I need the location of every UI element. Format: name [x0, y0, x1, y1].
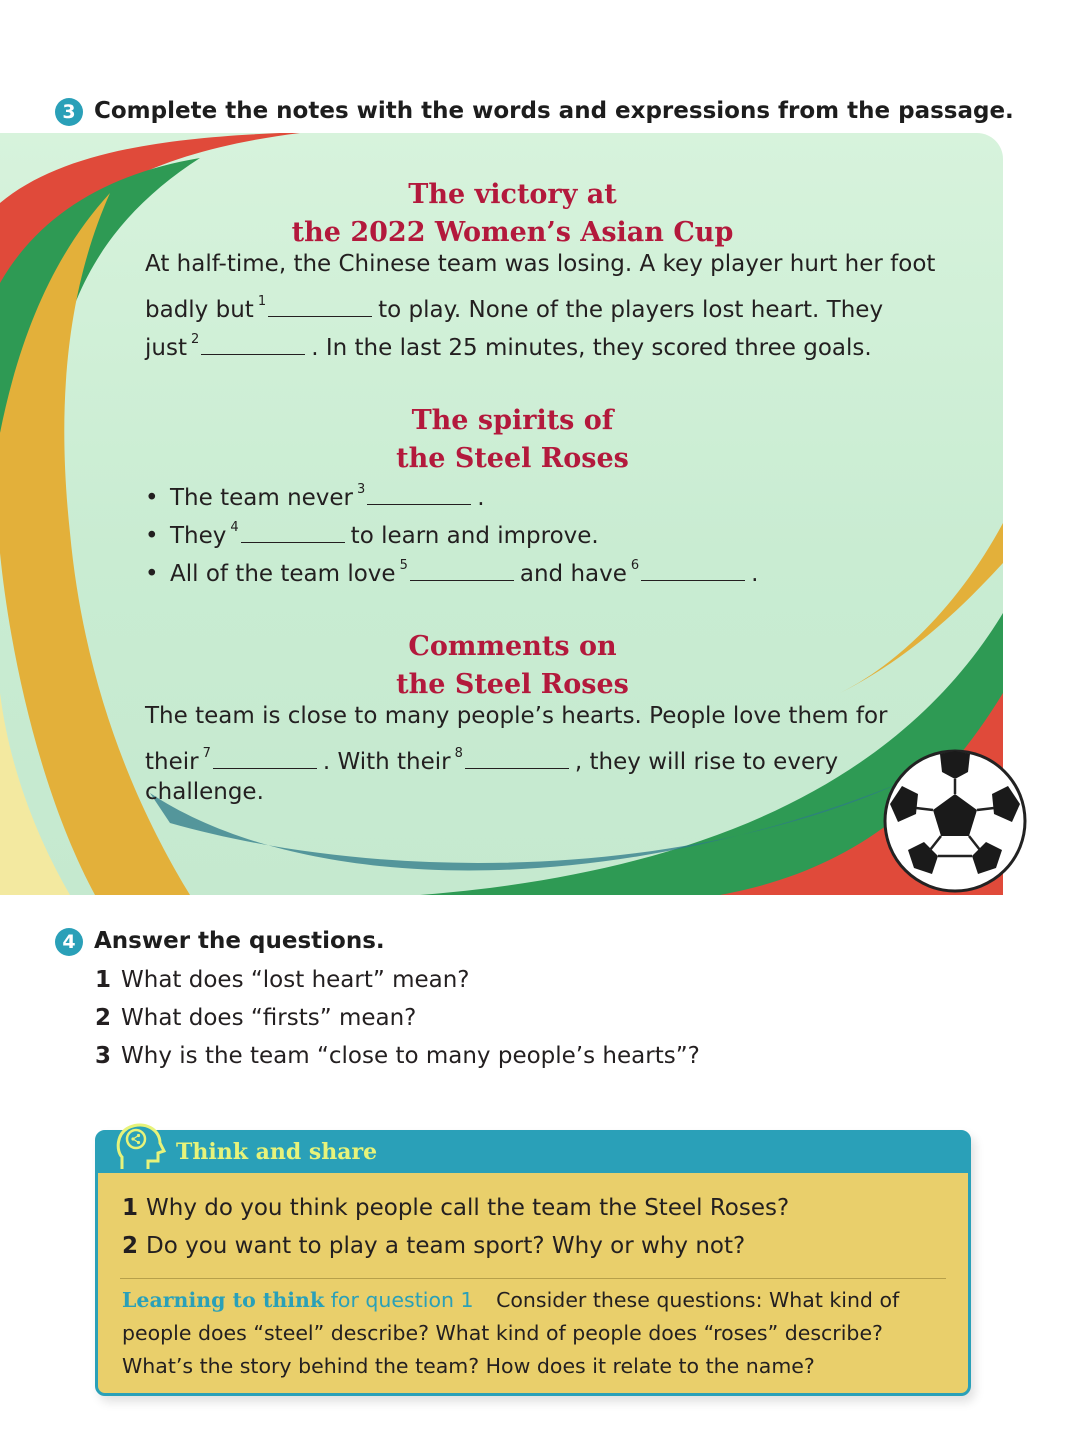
exercise-3-number: 3	[55, 98, 83, 126]
soccer-ball-icon	[880, 746, 1030, 896]
spirits-bullet-1-b: .	[477, 485, 485, 511]
question-2-number: 2	[95, 1005, 112, 1031]
spirits-bullet-2: • They $^4$ to learn and improve.	[145, 520, 599, 549]
think-question-2	[122, 1227, 745, 1265]
spirits-bullet-3-c: .	[751, 561, 759, 587]
comments-line-1: The team is close to many people’s hearts. People love them for	[145, 703, 888, 729]
notes-panel	[0, 133, 1003, 895]
blank-3[interactable]	[367, 482, 471, 505]
comments-title-line1: Comments on	[408, 631, 617, 662]
learning-to-think-for: for question 1	[330, 1288, 474, 1312]
spirits-bullet-3: • All of the team love $^5$ and have $^6$ .	[145, 558, 759, 587]
spirits-bullet-3-a: All of the team love	[170, 561, 396, 587]
victory-line-2-a: badly but	[145, 297, 254, 323]
spirits-bullet-2-a: They	[170, 523, 227, 549]
victory-line-3	[145, 321, 872, 367]
question-3-text: Why is the team “close to many people’s hearts”?	[121, 1043, 700, 1069]
think-question-1	[122, 1189, 789, 1227]
victory-line-2-b: to play. None of the players lost heart. They	[378, 297, 884, 323]
think-question-2-number: 2	[122, 1233, 139, 1259]
blank-1-number: 1	[257, 294, 267, 309]
question-3-number: 3	[95, 1043, 112, 1069]
spirits-bullet-3-b: and have	[519, 561, 627, 587]
blank-8-number: 8	[454, 746, 463, 761]
blank-7-number: 7	[202, 746, 211, 761]
think-and-share-box	[95, 1130, 971, 1396]
question-1-number: 1	[95, 967, 112, 993]
exercise-4-instruction: Answer the questions.	[94, 928, 385, 954]
learning-to-think-label: Learning to think	[122, 1288, 325, 1312]
blank-2[interactable]	[201, 332, 305, 355]
think-divider	[120, 1278, 946, 1279]
learning-to-think-text: Consider these questions: What kind of people does “steel” describe? What kind of people does “roses” describe? What’s the story behind the team? How does it relate to the name?	[122, 1288, 900, 1378]
blank-4-number: 4	[230, 520, 239, 535]
victory-line-3-a: just	[145, 335, 187, 361]
victory-line-1: At half-time, the Chinese team was losing. A key player hurt her foot	[145, 251, 936, 277]
spirits-bullet-1: • The team never $^3$ .	[145, 482, 485, 511]
victory-title-line2: the 2022 Women’s Asian Cup	[291, 217, 734, 248]
comments-line-2-c: , they will rise to every	[574, 749, 839, 775]
question-2	[95, 999, 416, 1037]
blank-6-number: 6	[630, 558, 640, 573]
comments-title-line2: the Steel Roses	[396, 669, 629, 700]
blank-6[interactable]	[641, 558, 745, 581]
learning-to-think	[122, 1284, 952, 1383]
think-question-1-number: 1	[122, 1195, 139, 1221]
think-question-2-text: Do you want to play a team sport? Why or why not?	[146, 1233, 746, 1259]
victory-line-3-b: . In the last 25 minutes, they scored three goals.	[311, 335, 872, 361]
blank-7[interactable]	[213, 746, 317, 769]
blank-4[interactable]	[241, 520, 345, 543]
question-1-text: What does “lost heart” mean?	[121, 967, 470, 993]
victory-title-line1: The victory at	[408, 179, 617, 210]
blank-2-number: 2	[190, 332, 200, 347]
spirits-title-line1: The spirits of	[411, 405, 614, 436]
comments-line-3: challenge.	[145, 779, 264, 805]
blank-1[interactable]	[268, 294, 372, 317]
blank-3-number: 3	[357, 482, 366, 497]
comments-line-2-b: . With their	[322, 749, 451, 775]
think-and-share-title: Think and share	[176, 1139, 378, 1165]
exercise-3-instruction: Complete the notes with the words and expressions from the passage.	[94, 98, 1014, 124]
question-2-text: What does “firsts” mean?	[121, 1005, 417, 1031]
blank-5[interactable]	[410, 558, 514, 581]
question-3	[95, 1037, 700, 1075]
think-share-head-icon	[114, 1119, 170, 1175]
comments-line-2-a: their	[145, 749, 199, 775]
question-1	[95, 961, 470, 999]
blank-5-number: 5	[399, 558, 408, 573]
blank-8[interactable]	[465, 746, 569, 769]
spirits-title-line2: the Steel Roses	[396, 443, 629, 474]
think-question-1-text: Why do you think people call the team the Steel Roses?	[146, 1195, 790, 1221]
spirits-bullet-2-b: to learn and improve.	[350, 523, 599, 549]
exercise-4-number: 4	[55, 928, 83, 956]
spirits-bullet-1-a: The team never	[170, 485, 354, 511]
